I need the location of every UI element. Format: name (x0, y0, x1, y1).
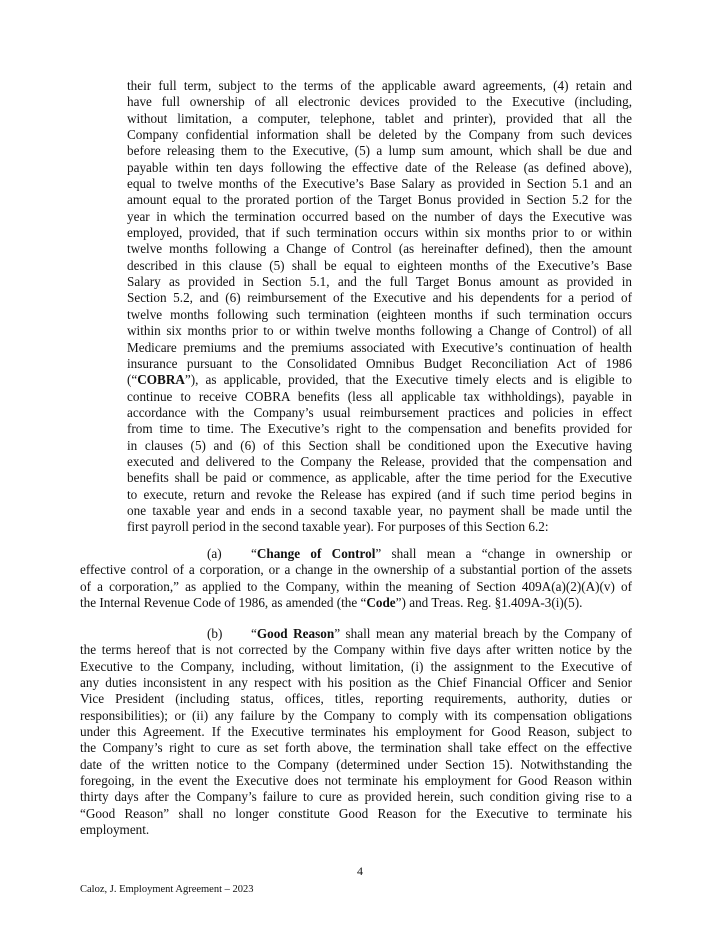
paragraph-line: first payroll period in the second taxable year). For purposes of this Section 6.2: (127, 519, 549, 535)
subsection-b-label: (b) (207, 626, 223, 641)
subsection-a-line: the Internal Revenue Code of 1986, as amended (the “Code”) and Treas. Reg. §1.409A-3(i)(5). (80, 595, 583, 611)
defined-term-code: Code (366, 595, 396, 611)
paragraph-line: in clauses (5) and (6) of this Section shall be conditioned upon the Executive having (127, 437, 632, 453)
paragraph-line: Medicare premiums and the premiums associated with Executive’s continuation of health (127, 339, 632, 355)
paragraph-line: one taxable year and ends in a second taxable year, no payment shall be made until the (127, 502, 632, 518)
subsection-b-line: date of the written notice to the Company (determined under Section 15). Notwithstanding the (80, 756, 632, 772)
defined-term-change-of-control: Change of Control (256, 546, 376, 561)
paragraph-line: their full term, subject to the terms of the applicable award agreements, (4) retain and (127, 78, 632, 93)
paragraph-line: equal to twelve months of the Executive’s Base Salary as provided in Section 5.1 and an (127, 176, 632, 192)
subsection-b-line: thirty days after the Company’s failure to cure as provided herein, such condition giving rise to a (80, 789, 632, 805)
subsection-a-line: (a) “Change of Control” shall mean a “change in ownership or (207, 546, 632, 561)
paragraph-line: have full ownership of all electronic devices provided to the Executive (including, (127, 94, 632, 110)
paragraph-line: payable within ten days following the effective date of the Release (as defined above), (127, 159, 632, 175)
footer-text: Caloz, J. Employment Agreement – 2023 (80, 884, 254, 895)
paragraph-line: accordance with the Company’s usual reimbursement practices and policies in effect (127, 404, 632, 420)
paragraph-line: before releasing them to the Executive, (5) a lump sum amount, which shall be due and (127, 143, 632, 159)
paragraph-line: continue to receive COBRA benefits (less all applicable tax withholdings), payable in (127, 388, 632, 404)
subsection-b-line: “Good Reason” shall no longer constitute Good Reason for the Executive to terminate his (80, 805, 632, 821)
paragraph-line: executed and delivered to the Company the Release, provided that the compensation and (127, 453, 632, 469)
subsection-b (80, 626, 632, 838)
subsection-a-line: of a corporation,” as applied to the Company, within the meaning of Section 409A(a)(2)(A)(v) of (80, 578, 632, 594)
subsection-a-line: effective control of a corporation, or a change in the ownership of a substantial portion of the assets (80, 562, 632, 578)
paragraph-line: year in which the termination occurred based on the number of days the Executive was (127, 208, 632, 224)
defined-term-good-reason: Good Reason (256, 626, 335, 641)
subsection-b-line: responsibilities); or (ii) any failure by the Company to comply with its compensation obligations (80, 707, 632, 723)
subsection-b-line: employment. (80, 822, 150, 838)
paragraph-line: without limitation, a computer, telephone, tablet and printer), provided that all the (127, 110, 632, 126)
paragraph-line: within six months prior to or within twelve months following a Change of Control) of all (127, 323, 632, 339)
paragraph-line: to execute, return and revoke the Release has expired (and if such time period begins in (127, 486, 632, 502)
subsection-b-line: any duties inconsistent in any respect with his position as the Chief Financial Officer and Senior (80, 675, 632, 691)
subsection-b-line: the terms hereof that is not corrected by the Company within five days after written notice by the (80, 642, 632, 658)
subsection-b-line: the Company’s right to cure as set forth above, the termination shall take effect on the effective (80, 740, 632, 756)
paragraph-line: employed, provided, that if such termination occurs within six months prior to or within (127, 225, 632, 241)
subsection-a-label: (a) (207, 546, 222, 561)
subsection-b-line: Executive to the Company, including, without limitation, (i) the assignment to the Executive of (80, 658, 632, 674)
paragraph-section-6-2 (127, 78, 632, 536)
page-number: 4 (357, 864, 363, 878)
paragraph-line: Company confidential information shall be deleted by the Company from such devices (127, 127, 632, 143)
subsection-a (80, 546, 632, 611)
defined-term-cobra: COBRA (137, 372, 185, 388)
paragraph-line: insurance pursuant to the Consolidated Omnibus Budget Reconciliation Act of 1986 (127, 355, 632, 371)
paragraph-line: Salary as provided in Section 5.1, and the full Target Bonus amount as provided in (127, 274, 632, 290)
paragraph-line: (“COBRA”), as applicable, provided, that the Executive timely elects and is eligible to (127, 372, 632, 388)
subsection-b-line: Vice President (including status, offices, titles, reporting requirements, authority, duties or (80, 691, 632, 707)
subsection-b-line: foregoing, in the event the Executive does not terminate his employment for Good Reason within (80, 773, 632, 789)
paragraph-line: Section 5.2, and (6) reimbursement of the Executive and his dependents for a period of (127, 290, 632, 306)
paragraph-line: described in this clause (5) shall be equal to eighteen months of the Executive’s Base (127, 257, 632, 273)
paragraph-line: twelve months following a Change of Control (as hereinafter defined), then the amount (127, 241, 632, 257)
paragraph-line: amount equal to the prorated portion of the Target Bonus provided in Section 5.2 for the (127, 192, 632, 208)
subsection-b-line: (b) “Good Reason” shall mean any material breach by the Company of (207, 626, 632, 641)
paragraph-line: benefits shall be paid or commence, as applicable, after the time period for the Executive (127, 470, 632, 486)
subsection-b-line: under this Agreement. If the Executive terminates his employment for Good Reason, subject to (80, 724, 632, 740)
paragraph-line: twelve months following such termination (eighteen months if such termination occurs (127, 306, 632, 322)
paragraph-line: from time to time. The Executive’s right to the compensation and benefits provided for (127, 421, 632, 437)
